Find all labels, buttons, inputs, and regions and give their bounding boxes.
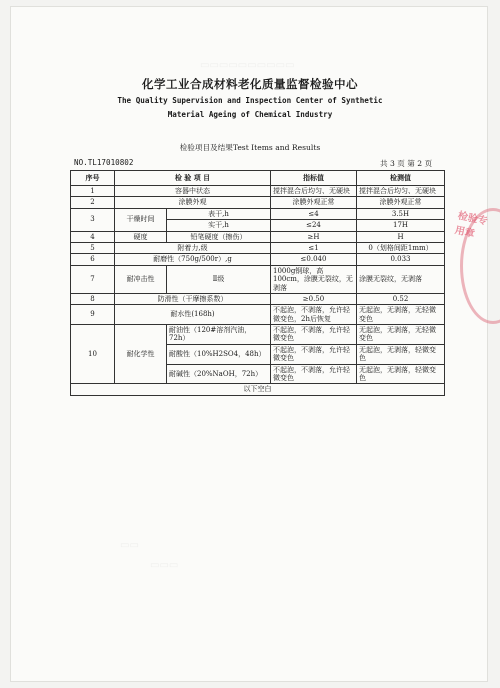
- faint-seal-mark: ▭▭▭▭▭▭▭▭▭▭: [200, 60, 295, 71]
- table-row: 耐碱性（20%NaOH，72h） 不起泡，不剥落，允许轻微变色 无起泡，无剥落，轻微变色: [71, 364, 445, 384]
- header-spec: 指标值: [271, 171, 357, 186]
- header-item: 检 验 项 目: [115, 171, 271, 186]
- header-result: 检测值: [357, 171, 445, 186]
- table-row: 10 耐化学性 耐油性（120#溶剂汽油，72h） 不起泡，不剥落，允许轻微变色 无起泡，无剥落，无轻微变色: [71, 325, 445, 345]
- table-row: 5 附着力,级 ≤1 0（划格间距1mm）: [71, 242, 445, 253]
- table-row: 7 耐冲击性 Ⅱ级 1000g钢球，高100cm，涂膜无裂纹，无剥落 涂膜无裂纹，无剥落: [71, 265, 445, 293]
- header-seq: 序号: [71, 171, 115, 186]
- table-row: 9 耐水性(168h) 不起泡，不剥落，允许轻微变色，2h后恢复 无起泡，无剥落，无轻微变色: [71, 305, 445, 325]
- blank-below-note: 以下空白: [71, 384, 445, 395]
- faint-seal-mark-2: ▭▭: [120, 540, 139, 551]
- table-row: 1 容器中状态 搅拌混合后均匀、无硬块 搅拌混合后均匀、无硬块: [71, 186, 445, 197]
- table-row: 实干,h ≤24 17H: [71, 220, 445, 231]
- report-number: NO.TL17010802: [74, 158, 134, 167]
- table-row: 耐酸性（10%H2SO4，48h） 不起泡，不剥落，允许轻微变色 无起泡，无剥落，轻微变色: [71, 344, 445, 364]
- center-name-english-line2: Material Ageing of Chemical Industry: [167, 110, 333, 119]
- table-footer-row: [71, 384, 445, 395]
- section-subtitle: 检验项目及结果Test Items and Results: [179, 143, 321, 152]
- table-row: 8 防滑性（干摩擦系数） ≥0.50 0.52: [71, 293, 445, 304]
- center-name-chinese: 化学工业合成材料老化质量监督检验中心: [142, 77, 358, 91]
- table-row: 6 耐磨性（750g/500r）,g ≤0.040 0.033: [71, 254, 445, 265]
- seal-stamp-text: 检验专用章: [453, 210, 489, 241]
- table-row: 3 干燥时间 表干,h ≤4 3.5H: [71, 208, 445, 219]
- table-row: 4 硬度 铅笔硬度（擦伤） ≥H H: [71, 231, 445, 242]
- table-row: 2 涂膜外观 涂膜外观正常 涂膜外观正常: [71, 197, 445, 208]
- results-table: [70, 170, 445, 396]
- center-name-english-line1: The Quality Supervision and Inspection Center of Synthetic: [117, 96, 383, 105]
- faint-seal-mark-3: ▭▭▭: [150, 560, 179, 571]
- table-header-row: [71, 171, 445, 186]
- page-info: 共 3 页 第 2 页: [380, 159, 433, 168]
